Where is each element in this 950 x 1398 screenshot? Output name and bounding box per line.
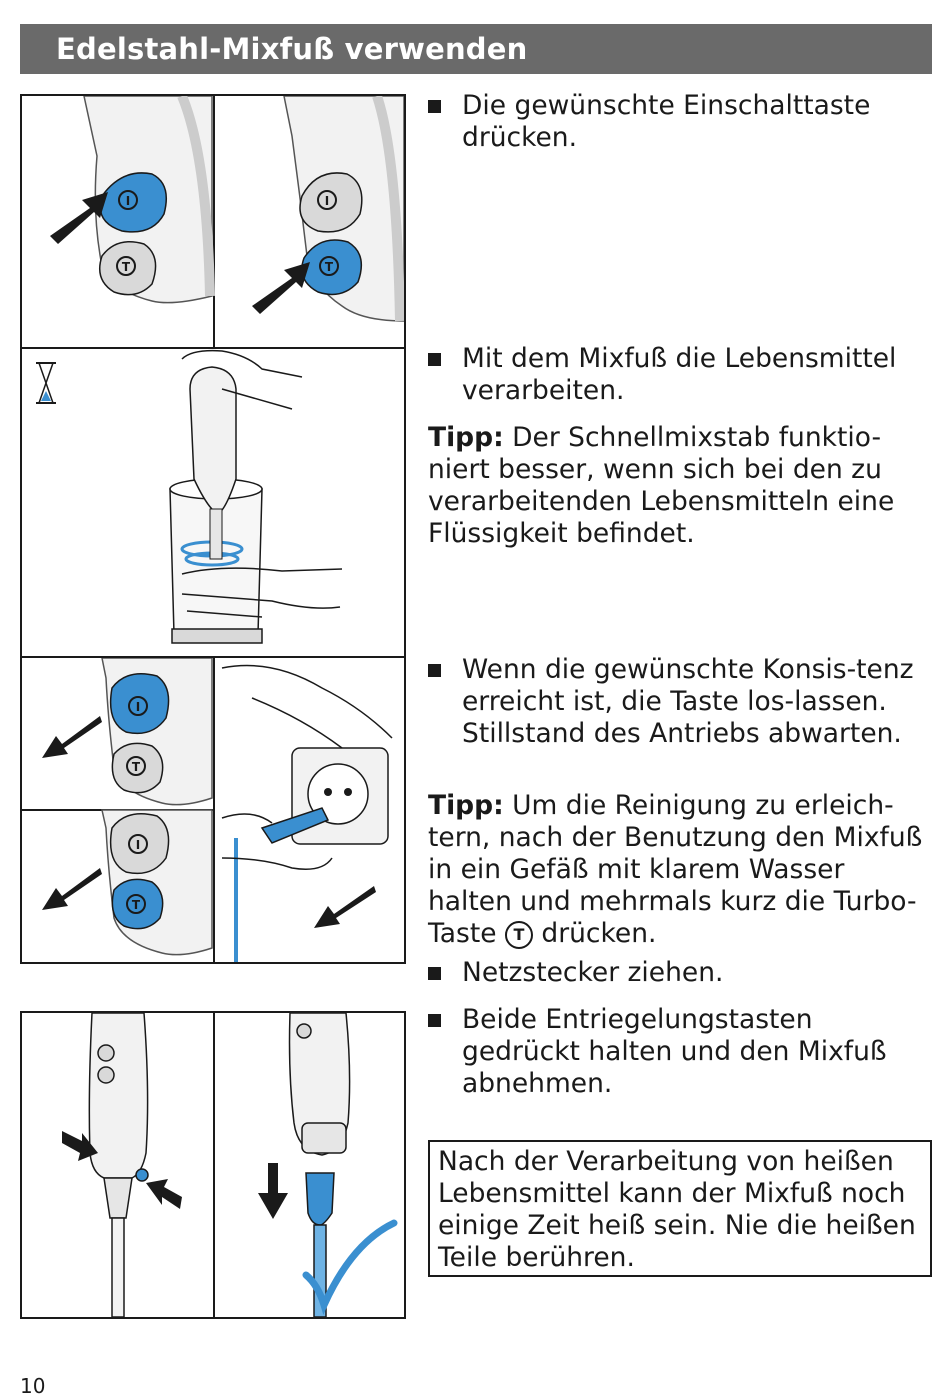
section-title: Edelstahl-Mixfuß verwenden — [56, 32, 528, 66]
svg-text:T: T — [324, 260, 334, 274]
svg-text:I: I — [125, 194, 131, 208]
step-3: Wenn die gewünschte Konsis-tenz erreicht ist, die Taste los-lassen. Stillstand des Antriebs abwarten. — [428, 654, 933, 750]
tip-2: Tipp: Um die Reinigung zu erleich-tern, nach der Benutzung den Mixfuß in ein Gefäß mit klarem Wasser halten und mehrmals kurz die Turbo-Taste T drücken. — [428, 790, 923, 949]
svg-text:I: I — [324, 194, 330, 208]
down-arrow-icon — [258, 1163, 288, 1219]
squeeze-arrow-right-icon — [146, 1179, 182, 1209]
unplug-arrow-icon — [314, 886, 376, 928]
turbo-button-icon: T — [505, 921, 533, 949]
svg-text:T: T — [131, 760, 141, 774]
svg-text:I: I — [135, 700, 141, 714]
tip-1: Tipp: Der Schnellmixstab funktio-niert besser, wenn sich bei den zu verarbeitenden Lebensmitteln eine Flüssigkeit befindet. — [428, 422, 895, 549]
illustration-detach-shaft — [20, 1011, 406, 1319]
step-2: Mit dem Mixfuß die Lebensmittel verarbeiten. — [428, 343, 933, 407]
bullet-square-icon — [428, 1014, 441, 1027]
bullet-square-icon — [428, 664, 441, 677]
bullet-square-icon — [428, 100, 441, 113]
step-4: Netzstecker ziehen. — [428, 957, 933, 989]
svg-text:T: T — [131, 898, 141, 912]
step-1: Die gewünschte Einschalttaste drücken. — [428, 90, 933, 154]
bullet-square-icon — [428, 353, 441, 366]
warning-box — [428, 1140, 932, 1277]
svg-text:T: T — [121, 260, 131, 274]
step-5: Beide Entriegelungstasten gedrückt halten und den Mixfuß abnehmen. — [428, 1004, 933, 1100]
warning-text: Nach der Verarbeitung von heißen Lebensmittel kann der Mixfuß noch einige Zeit heiß sein. Nie die heißen Teile berühren. — [438, 1146, 916, 1273]
bullet-square-icon — [428, 967, 441, 980]
release-arrow-icon — [42, 716, 102, 758]
illustration-blending — [20, 347, 406, 658]
svg-text:I: I — [135, 838, 141, 852]
illustration-press-button — [20, 94, 406, 349]
page-number: 10 — [20, 1374, 46, 1398]
illustration-release-unplug — [20, 656, 406, 964]
section-header — [20, 24, 932, 74]
hourglass-icon — [36, 363, 56, 403]
